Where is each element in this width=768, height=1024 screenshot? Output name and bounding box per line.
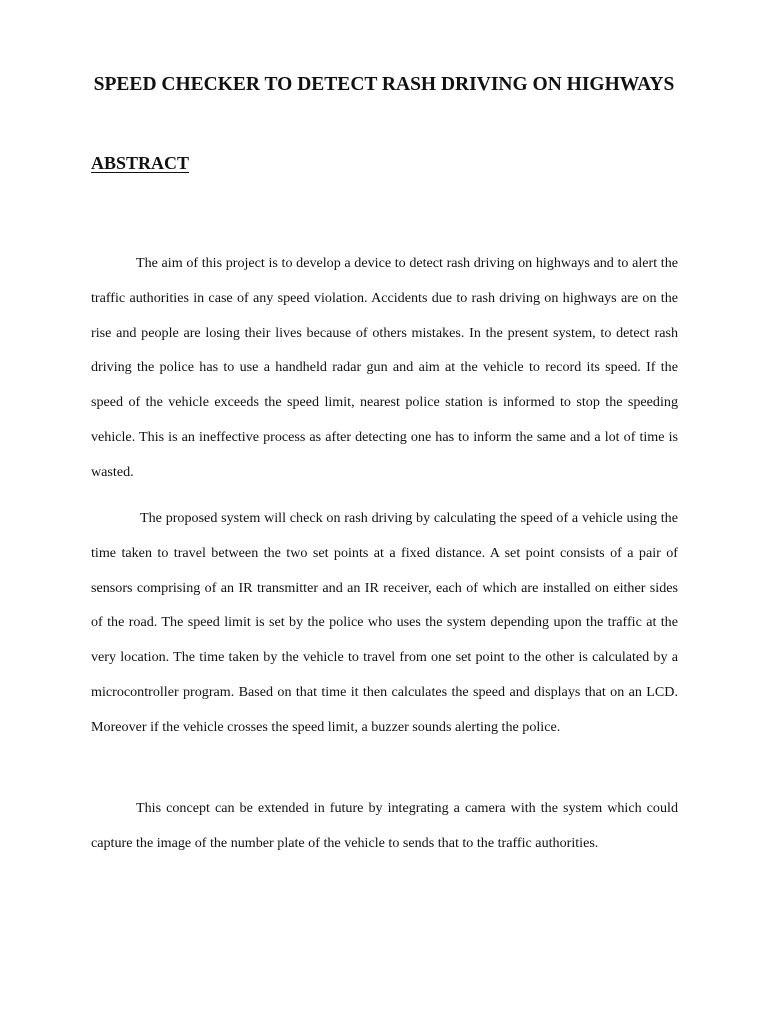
document-title: SPEED CHECKER TO DETECT RASH DRIVING ON HIGHWAYS: [93, 74, 675, 95]
paragraph-text: The aim of this project is to develop a device to detect rash driving on highways and to alert the traffic authorities in case of any speed violation. Accidents due to rash driving on highways are on the rise and people are losing their lives because of others mistakes. In the present system, to detect rash driving the police has to use a handheld radar gun and aim at the vehicle to record its speed. If the speed of the vehicle exceeds the speed limit, nearest police station is informed to stop the speeding vehicle. This is an ineffective process as after detecting one has to inform the same and a lot of time is wasted.: [91, 255, 678, 480]
abstract-paragraph-2: [91, 501, 678, 745]
abstract-paragraph-3: [91, 791, 678, 861]
abstract-paragraph-1: [91, 246, 678, 490]
paragraph-text: The proposed system will check on rash driving by calculating the speed of a vehicle using the time taken to travel between the two set points at a fixed distance. A set point consists of a pair of sensors comprising of an IR transmitter and an IR receiver, each of which are installed on either sides of the road. The speed limit is set by the police who uses the system depending upon the traffic at the very location. The time taken by the vehicle to travel from one set point to the other is calculated by a microcontroller program. Based on that time it then calculates the speed and displays that on an LCD. Moreover if the vehicle crosses the speed limit, a buzzer sounds alerting the police.: [91, 510, 678, 735]
section-heading-abstract: ABSTRACT: [91, 153, 190, 173]
paragraph-text: This concept can be extended in future by integrating a camera with the system which could capture the image of the number plate of the vehicle to sends that to the traffic authorities.: [91, 800, 678, 851]
